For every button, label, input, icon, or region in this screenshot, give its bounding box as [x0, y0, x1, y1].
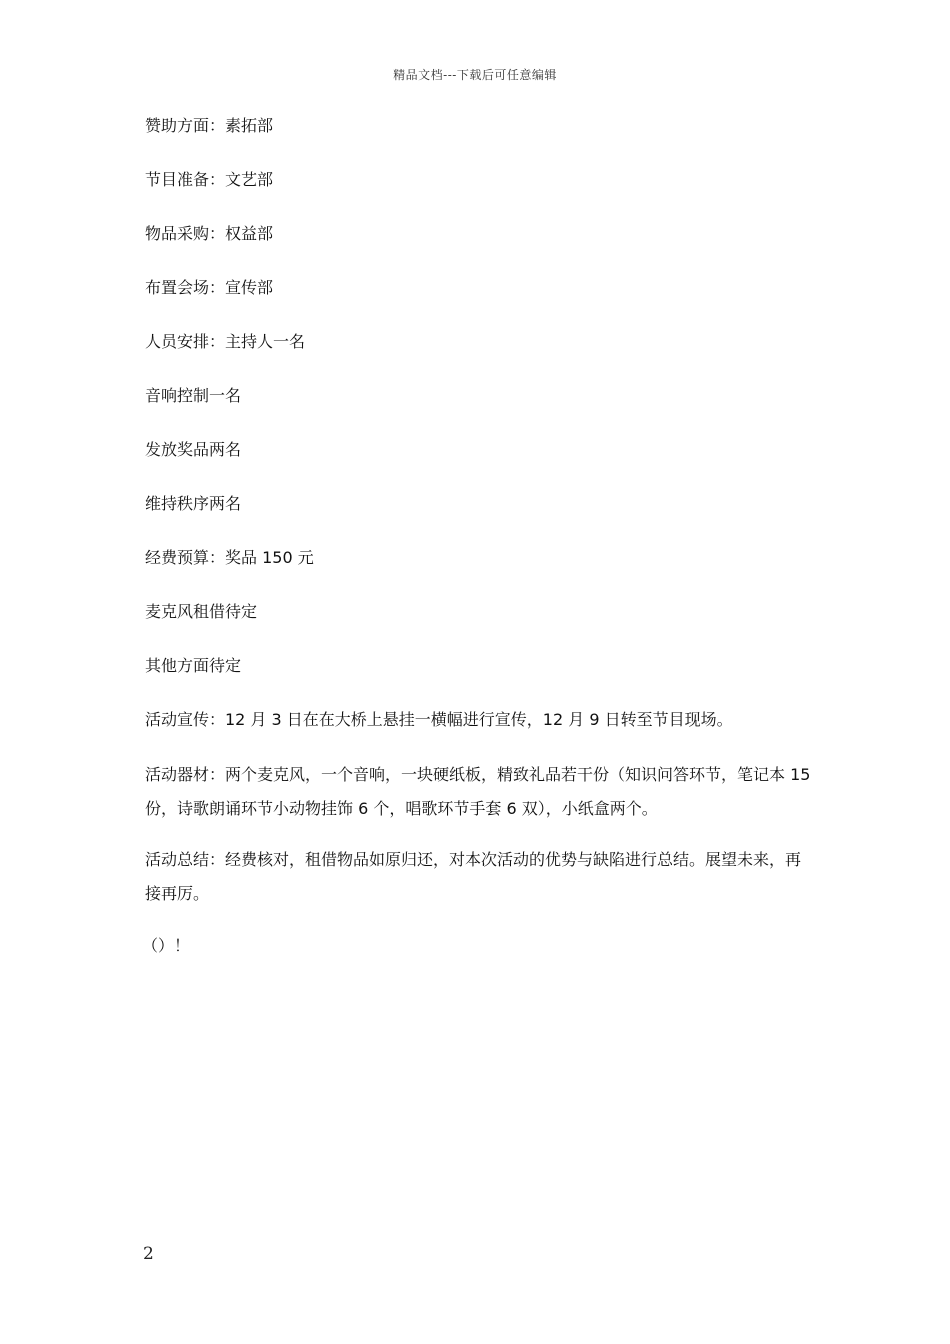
paragraph-summary: 活动总结：经费核对，租借物品如原归还，对本次活动的优势与缺陷进行总结。展望未来，再接再厉。 [145, 850, 802, 903]
page-header: 精品文档---下载后可任意编辑 [393, 68, 557, 82]
paragraph-other-matters: 其他方面待定 [145, 656, 242, 675]
paragraph-microphone-rental: 麦克风租借待定 [145, 602, 258, 621]
paragraph-budget: 经费预算：奖品 150 元 [145, 548, 314, 567]
paragraph-venue-setup: 布置会场：宣传部 [145, 278, 274, 297]
paragraph-sponsorship: 赞助方面：素拓部 [145, 116, 274, 135]
paragraph-closing: （）！ [142, 936, 191, 955]
paragraph-purchasing: 物品采购：权益部 [145, 224, 274, 243]
page-number: 2 [143, 1244, 154, 1264]
paragraph-order-keeping: 维持秩序两名 [145, 494, 242, 513]
paragraph-program-prep: 节目准备：文艺部 [145, 170, 274, 189]
paragraph-staffing: 人员安排：主持人一名 [145, 332, 306, 351]
paragraph-equipment: 活动器材：两个麦克风，一个音响，一块硬纸板，精致礼品若干份（知识问答环节，笔记本 15 份，诗歌朗诵环节小动物挂饰 6 个，唱歌环节手套 6 双），小纸盒两个。 [145, 765, 811, 818]
paragraph-publicity: 活动宣传：12 月 3 日在在大桥上悬挂一横幅进行宣传，12 月 9 日转至节目现场。 [145, 710, 733, 729]
paragraph-audio-control: 音响控制一名 [145, 386, 242, 405]
paragraph-prize-distribution: 发放奖品两名 [145, 440, 242, 459]
